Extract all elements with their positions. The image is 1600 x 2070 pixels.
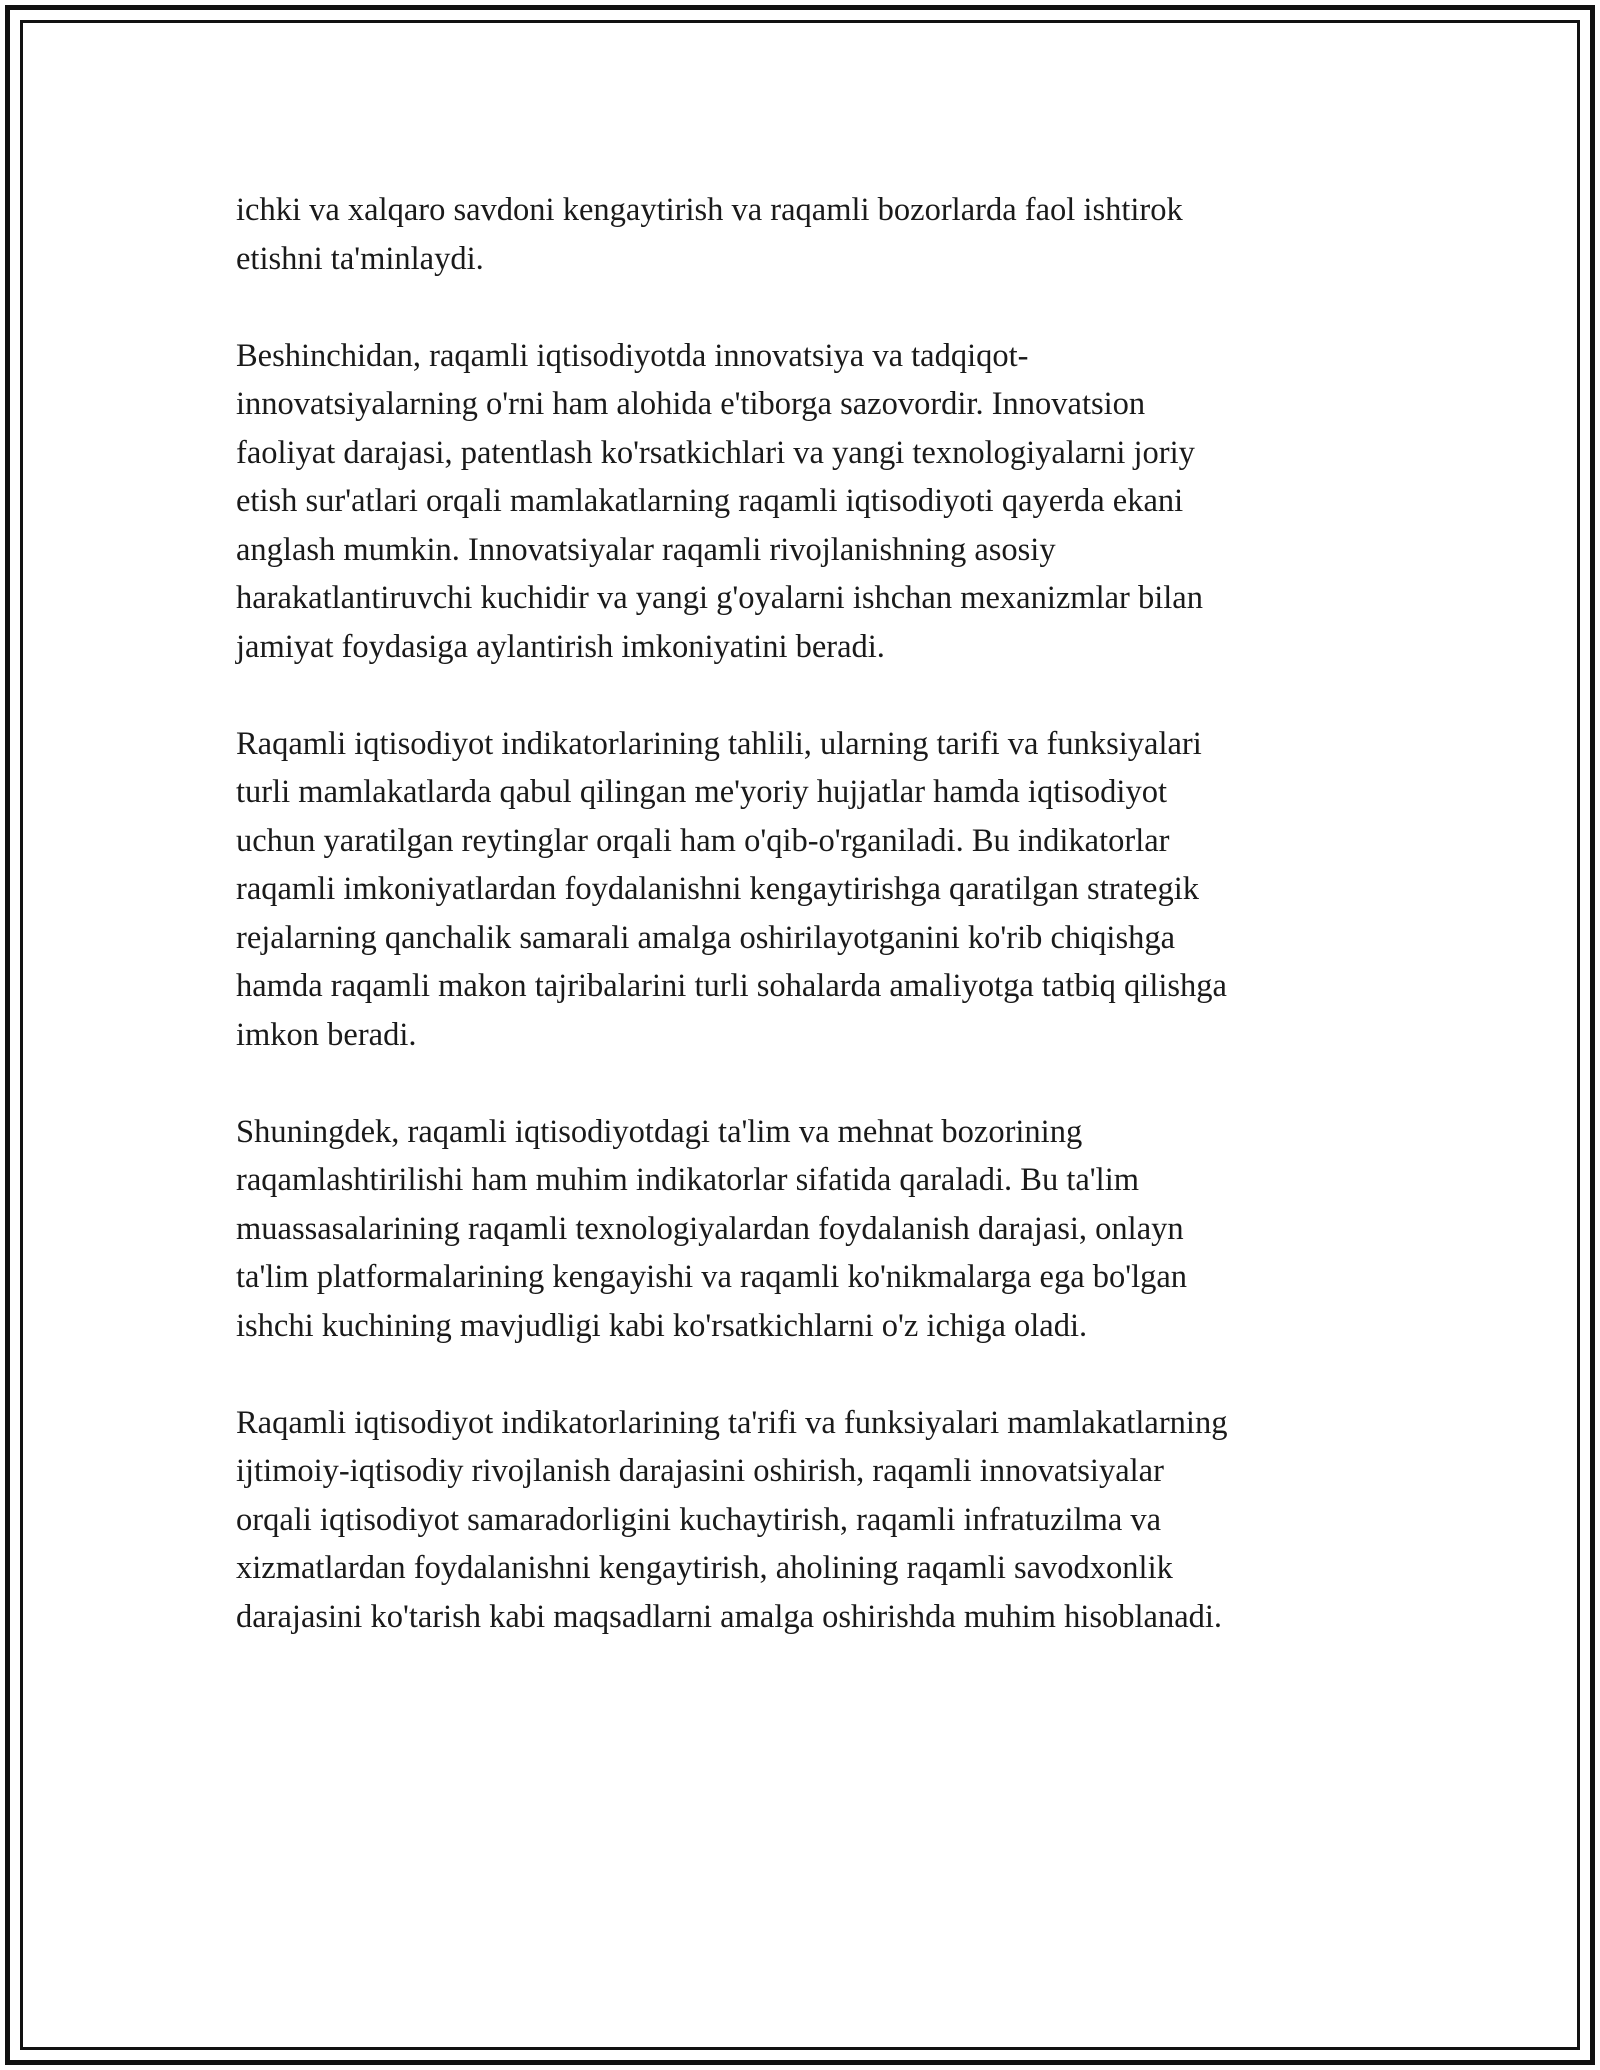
text-line: Beshinchidan, raqamli iqtisodiyotda innovatsiya va tadqiqot-: [236, 337, 1029, 374]
document-body: [236, 186, 1416, 1690]
paragraph-4: [236, 1108, 1416, 1351]
text-line: rejalarning qanchalik samarali amalga oshirilayotganini ko'rib chiqishga: [236, 919, 1176, 956]
text-line: turli mamlakatlarda qabul qilingan me'yoriy hujjatlar hamda iqtisodiyot: [236, 774, 1167, 810]
text-line: orqali iqtisodiyot samaradorligini kuchaytirish, raqamli infratuzilma va: [236, 1501, 1162, 1538]
text-line: etishni ta'minlaydi.: [236, 240, 484, 277]
text-line: harakatlantiruvchi kuchidir va yangi g'oyalarni ishchan mexanizmlar bilan: [236, 580, 1203, 616]
paragraph-2: [236, 332, 1416, 672]
text-line: Shuningdek, raqamli iqtisodiyotdagi ta'lim va mehnat bozorining: [236, 1113, 1083, 1150]
text-line: ichki va xalqaro savdoni kengaytirish va raqamli bozorlarda faol ishtirok: [236, 192, 1183, 228]
text-line: faoliyat darajasi, patentlash ko'rsatkichlari va yangi texnologiyalarni joriy: [236, 434, 1195, 471]
text-line: ijtimoiy-iqtisodiy rivojlanish darajasini oshirish, raqamli innovatsiyalar: [236, 1453, 1164, 1489]
paragraph-3: [236, 720, 1416, 1060]
text-line: xizmatlardan foydalanishni kengaytirish, aholining raqamli savodxonlik: [236, 1550, 1173, 1586]
paragraph-5: [236, 1399, 1416, 1642]
text-line: innovatsiyalarning o'rni ham alohida e'tiborga sazovordir. Innovatsion: [236, 386, 1146, 422]
text-line: raqamli imkoniyatlardan foydalanishni kengaytirishga qaratilgan strategik: [236, 871, 1199, 907]
text-line: Raqamli iqtisodiyot indikatorlarining tahlili, ularning tarifi va funksiyalari: [236, 725, 1202, 762]
text-line: ishchi kuchining mavjudligi kabi ko'rsatkichlarni o'z ichiga oladi.: [236, 1307, 1088, 1344]
text-line: Raqamli iqtisodiyot indikatorlarining ta'rifi va funksiyalari mamlakatlarning: [236, 1404, 1228, 1441]
text-line: ta'lim platformalarining kengayishi va raqamli ko'nikmalarga ega bo'lgan: [236, 1259, 1188, 1295]
text-line: hamda raqamli makon tajribalarini turli sohalarda amaliyotga tatbiq qilishga: [236, 968, 1227, 1004]
text-line: uchun yaratilgan reytinglar orqali ham o'qib-o'rganiladi. Bu indikatorlar: [236, 822, 1170, 859]
text-line: imkon beradi.: [236, 1016, 417, 1053]
text-line: muassasalarining raqamli texnologiyalardan foydalanish darajasi, onlayn: [236, 1210, 1184, 1247]
text-line: anglash mumkin. Innovatsiyalar raqamli rivojlanishning asosiy: [236, 531, 1056, 568]
text-line: jamiyat foydasiga aylantirish imkoniyatini beradi.: [236, 628, 885, 665]
text-line: darajasini ko'tarish kabi maqsadlarni amalga oshirishda muhim hisoblanadi.: [236, 1598, 1223, 1635]
paragraph-1: [236, 186, 1416, 283]
text-line: etish sur'atlari orqali mamlakatlarning raqamli iqtisodiyoti qayerda ekani: [236, 483, 1184, 519]
text-line: raqamlashtirilishi ham muhim indikatorlar sifatida qaraladi. Bu ta'lim: [236, 1162, 1140, 1198]
